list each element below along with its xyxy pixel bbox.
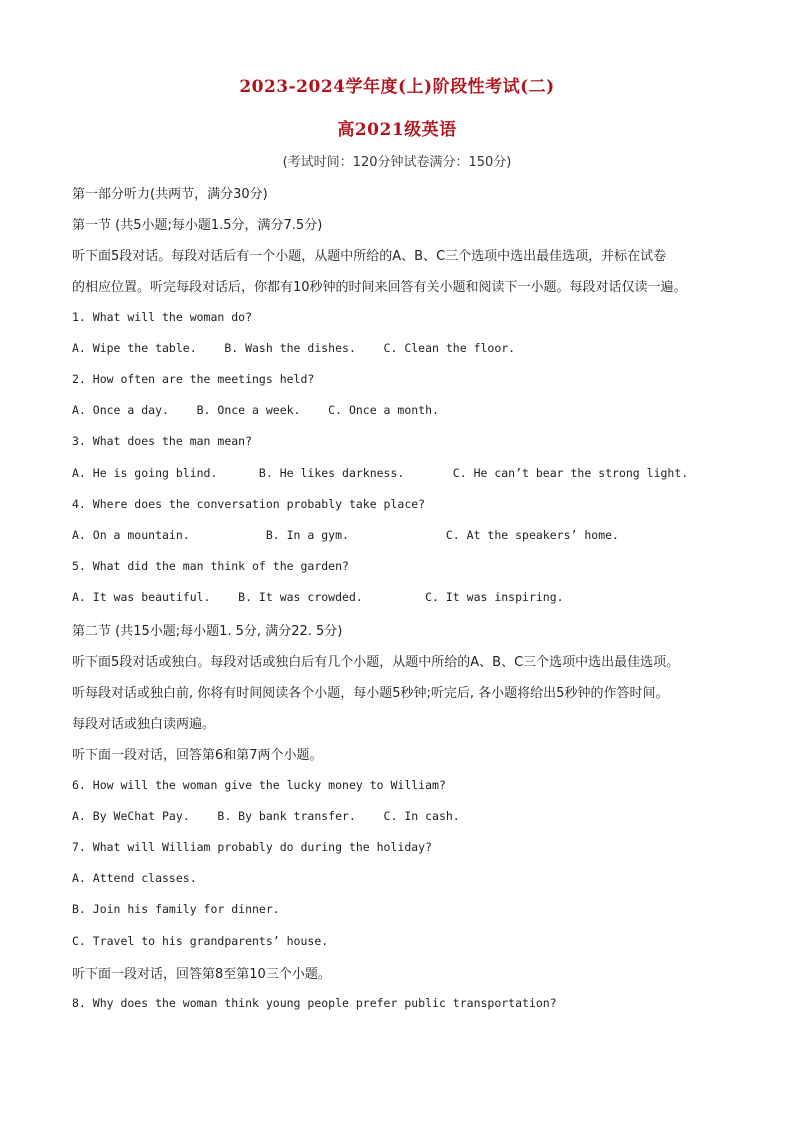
exam-info: (考试时间：120分钟试卷满分：150分) xyxy=(282,155,512,170)
question-5-options: A. It was beautiful. B. It was crowded. C. It was inspiring. xyxy=(72,590,564,604)
dialog-2-intro: 听下面一段对话，回答第8至第10三个小题。 xyxy=(72,967,331,982)
question-4-options: A. On a mountain. B. In a gym. C. At the speakers’ home. xyxy=(72,528,619,542)
section1-instructions-1: 听下面5段对话。每段对话后有一个小题，从题中所给的A、B、C三个选项中选出最佳选项，并标在试卷 xyxy=(72,249,667,264)
section2-instructions-3: 每段对话或独白读两遍。 xyxy=(72,717,216,732)
part1-heading: 第一部分听力(共两节，满分30分) xyxy=(72,187,268,202)
question-7-option-b: B. Join his family for dinner. xyxy=(72,902,280,916)
dialog-1-intro: 听下面一段对话，回答第6和第7两个小题。 xyxy=(72,748,323,763)
question-2-options: A. Once a day. B. Once a week. C. Once a month. xyxy=(72,403,439,417)
question-6-options: A. By WeChat Pay. B. By bank transfer. C. In cash. xyxy=(72,809,460,823)
question-8: 8. Why does the woman think young people prefer public transportation? xyxy=(72,996,557,1010)
question-3-options: A. He is going blind. B. He likes darkness. C. He can’t bear the strong light. xyxy=(72,466,689,480)
exam-grade-subject: 高2021级英语 xyxy=(337,120,457,140)
question-6: 6. How will the woman give the lucky money to William? xyxy=(72,778,446,792)
question-1-options: A. Wipe the table. B. Wash the dishes. C. Clean the floor. xyxy=(72,341,516,355)
section1-heading: 第一节 (共5小题;每小题1.5分，满分7.5分) xyxy=(72,218,323,233)
exam-title: 2023-2024学年度(上)阶段性考试(二) xyxy=(239,77,555,97)
question-1: 1. What will the woman do? xyxy=(72,310,253,324)
question-7-option-a: A. Attend classes. xyxy=(72,871,197,885)
section2-instructions-2: 听每段对话或独白前, 你将有时间阅读各个小题，每小题5秒钟;听完后, 各小题将给出5秒钟的作答时间。 xyxy=(72,686,669,701)
question-4: 4. Where does the conversation probably take place? xyxy=(72,497,426,511)
question-7-option-c: C. Travel to his grandparents’ house. xyxy=(72,934,329,948)
question-2: 2. How often are the meetings held? xyxy=(72,372,315,386)
section2-heading: 第二节 (共15小题;每小题1. 5分, 满分22. 5分) xyxy=(72,624,343,639)
question-7: 7. What will William probably do during the holiday? xyxy=(72,840,433,854)
section1-instructions-2: 的相应位置。听完每段对话后，你都有10秒钟的时间来回答有关小题和阅读下一小题。每段对话仅读一遍。 xyxy=(72,280,687,295)
section2-instructions-1: 听下面5段对话或独白。每段对话或独白后有几个小题，从题中所给的A、B、C三个选项中选出最佳选项。 xyxy=(72,655,680,670)
question-5: 5. What did the man think of the garden? xyxy=(72,559,349,573)
question-3: 3. What does the man mean? xyxy=(72,434,253,448)
